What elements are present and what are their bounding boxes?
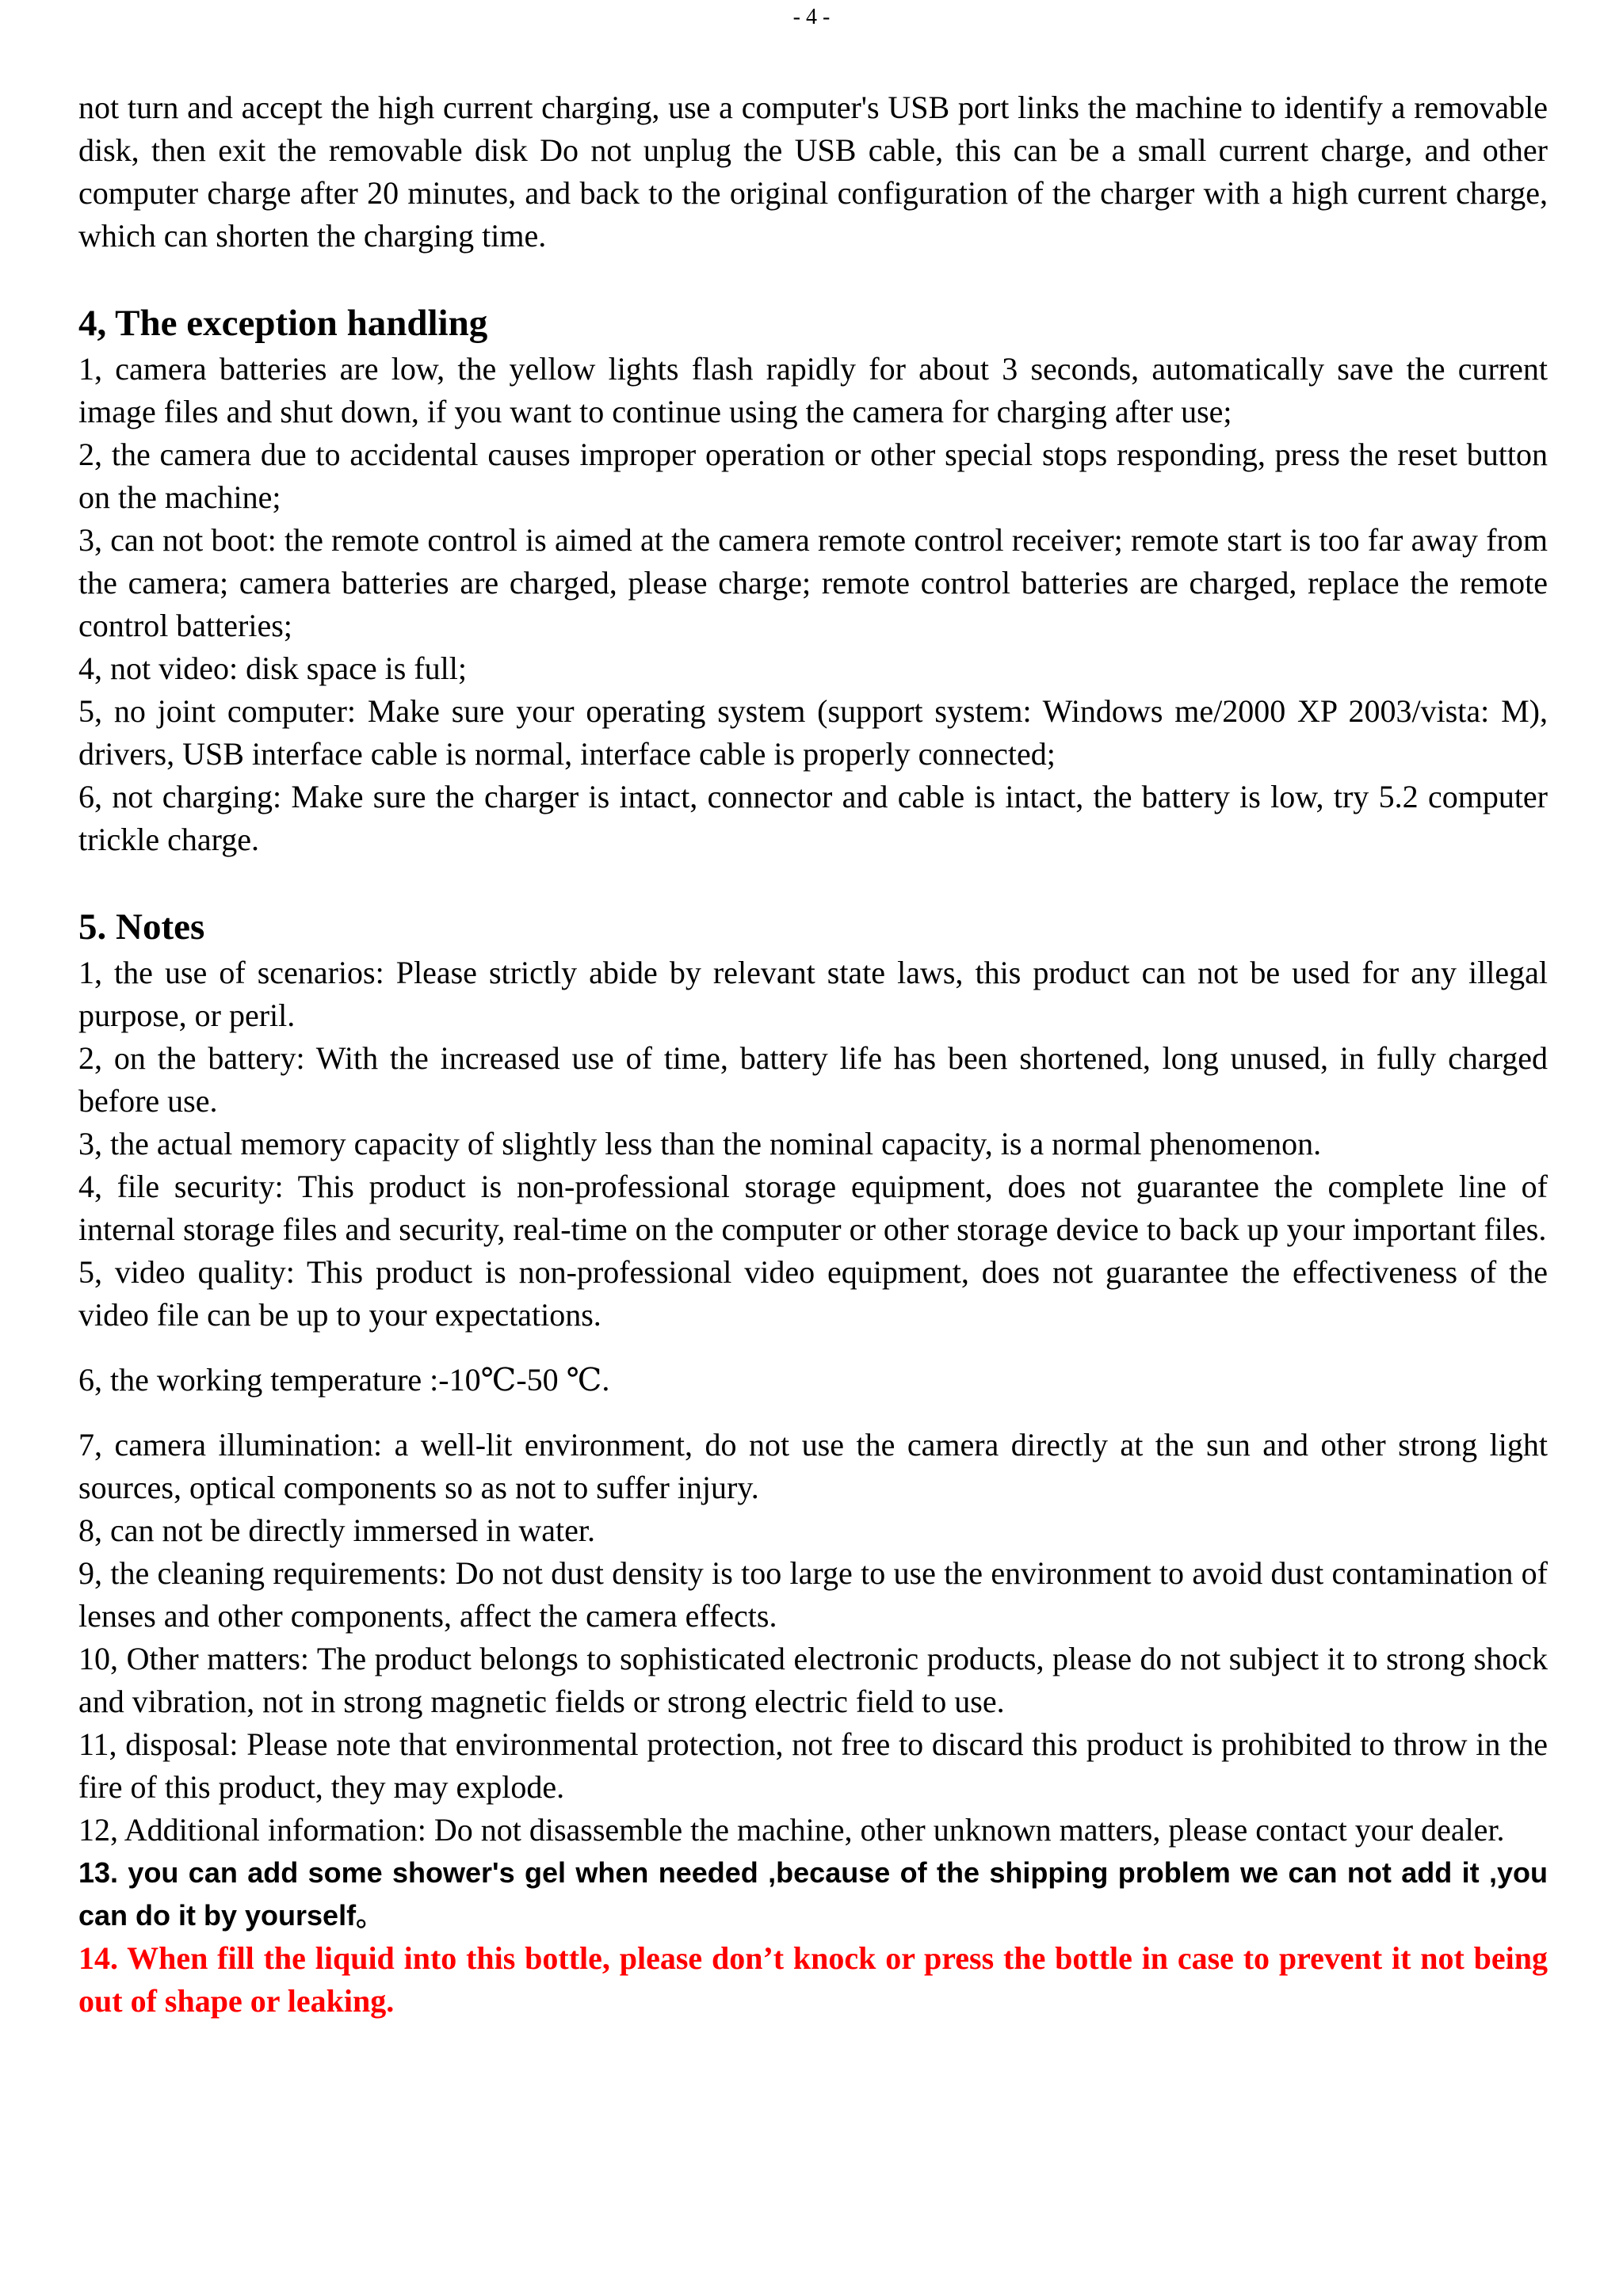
section-5-item-5: 5, video quality: This product is non-professional video equipment, does not guarantee the effectiveness of the video file can be up to your expectations.: [78, 1254, 1548, 1333]
section-4-item-2: 2, the camera due to accidental causes improper operation or other special stops responding, press the reset button on the machine;: [78, 437, 1548, 515]
section-5-item-8: 8, can not be directly immersed in water.: [78, 1512, 596, 1548]
section-4-item-3: 3, can not boot: the remote control is aimed at the camera remote control receiver; remote start is too far away from the camera; camera batteries are charged, please charge; remote control batteries are charged, replace the remote control batteries;: [78, 522, 1548, 643]
spacer: [78, 1402, 1548, 1424]
section-4-item-5: 5, no joint computer: Make sure your operating system (support system: Windows me/2000 XP 2003/vista: M), drivers, USB interface cable is normal, interface cable is properly connected;: [78, 693, 1548, 772]
section-4-heading: 4, The exception handling: [78, 303, 488, 344]
section-5-item-9: 9, the cleaning requirements: Do not dust density is too large to use the environment to avoid dust contamination of lenses and other components, affect the camera effects.: [78, 1555, 1548, 1634]
section-5-item-2: 2, on the battery: With the increased use of time, battery life has been shortened, long unused, in fully charged before use.: [78, 1040, 1548, 1119]
section-4-item-4: 4, not video: disk space is full;: [78, 650, 467, 686]
section-5-item-3: 3, the actual memory capacity of slightly less than the nominal capacity, is a normal phenomenon.: [78, 1126, 1322, 1161]
section-5-item-11: 11, disposal: Please note that environmental protection, not free to discard this product is prohibited to throw in the fire of this product, they may explode.: [78, 1726, 1548, 1805]
spacer: [78, 861, 1548, 902]
section-5-item-1: 1, the use of scenarios: Please strictly abide by relevant state laws, this product can not be used for any illegal purpose, or peril.: [78, 955, 1548, 1033]
page-content: [78, 86, 1548, 2023]
section-5-item-13: 13. you can add some shower's gel when needed ,because of the shipping problem we can not add it ,you can do it by yourself。: [78, 1856, 1548, 1932]
section-5-item-4: 4, file security: This product is non-professional storage equipment, does not guarantee the complete line of internal storage files and security, real-time on the computer or other storage device to back up your important files.: [78, 1169, 1548, 1247]
spacer: [78, 257, 1548, 299]
section-5-item-7: 7, camera illumination: a well-lit environment, do not use the camera directly at the sun and other strong light sources, optical components so as not to suffer injury.: [78, 1427, 1548, 1505]
section-5-item-10: 10, Other matters: The product belongs to sophisticated electronic products, please do not subject it to strong shock and vibration, not in strong magnetic fields or strong electric field to use.: [78, 1641, 1548, 1719]
spacer: [78, 1337, 1548, 1359]
section-5-item-6: 6, the working temperature :-10℃-50 ℃.: [78, 1362, 610, 1398]
page-number: - 4 -: [792, 5, 831, 29]
section-5-item-12: 12, Additional information: Do not disassemble the machine, other unknown matters, please contact your dealer.: [78, 1812, 1505, 1848]
section-5-heading: 5. Notes: [78, 906, 205, 948]
intro-paragraph: not turn and accept the high current charging, use a computer's USB port links the machine to identify a removable disk, then exit the removable disk Do not unplug the USB cable, this can be a small current charge, and other computer charge after 20 minutes, and back to the original configuration of the charger with a high current charge, which can shorten the charging time.: [78, 90, 1548, 254]
section-4-item-6: 6, not charging: Make sure the charger is intact, connector and cable is intact, the battery is low, try 5.2 computer trickle charge.: [78, 779, 1548, 857]
section-5-item-14: 14. When fill the liquid into this bottle, please don’t knock or press the bottle in case to prevent it not being out of shape or leaking.: [78, 1940, 1548, 2019]
section-4-item-1: 1, camera batteries are low, the yellow lights flash rapidly for about 3 seconds, automatically save the current image files and shut down, if you want to continue using the camera for charging after use;: [78, 351, 1548, 429]
